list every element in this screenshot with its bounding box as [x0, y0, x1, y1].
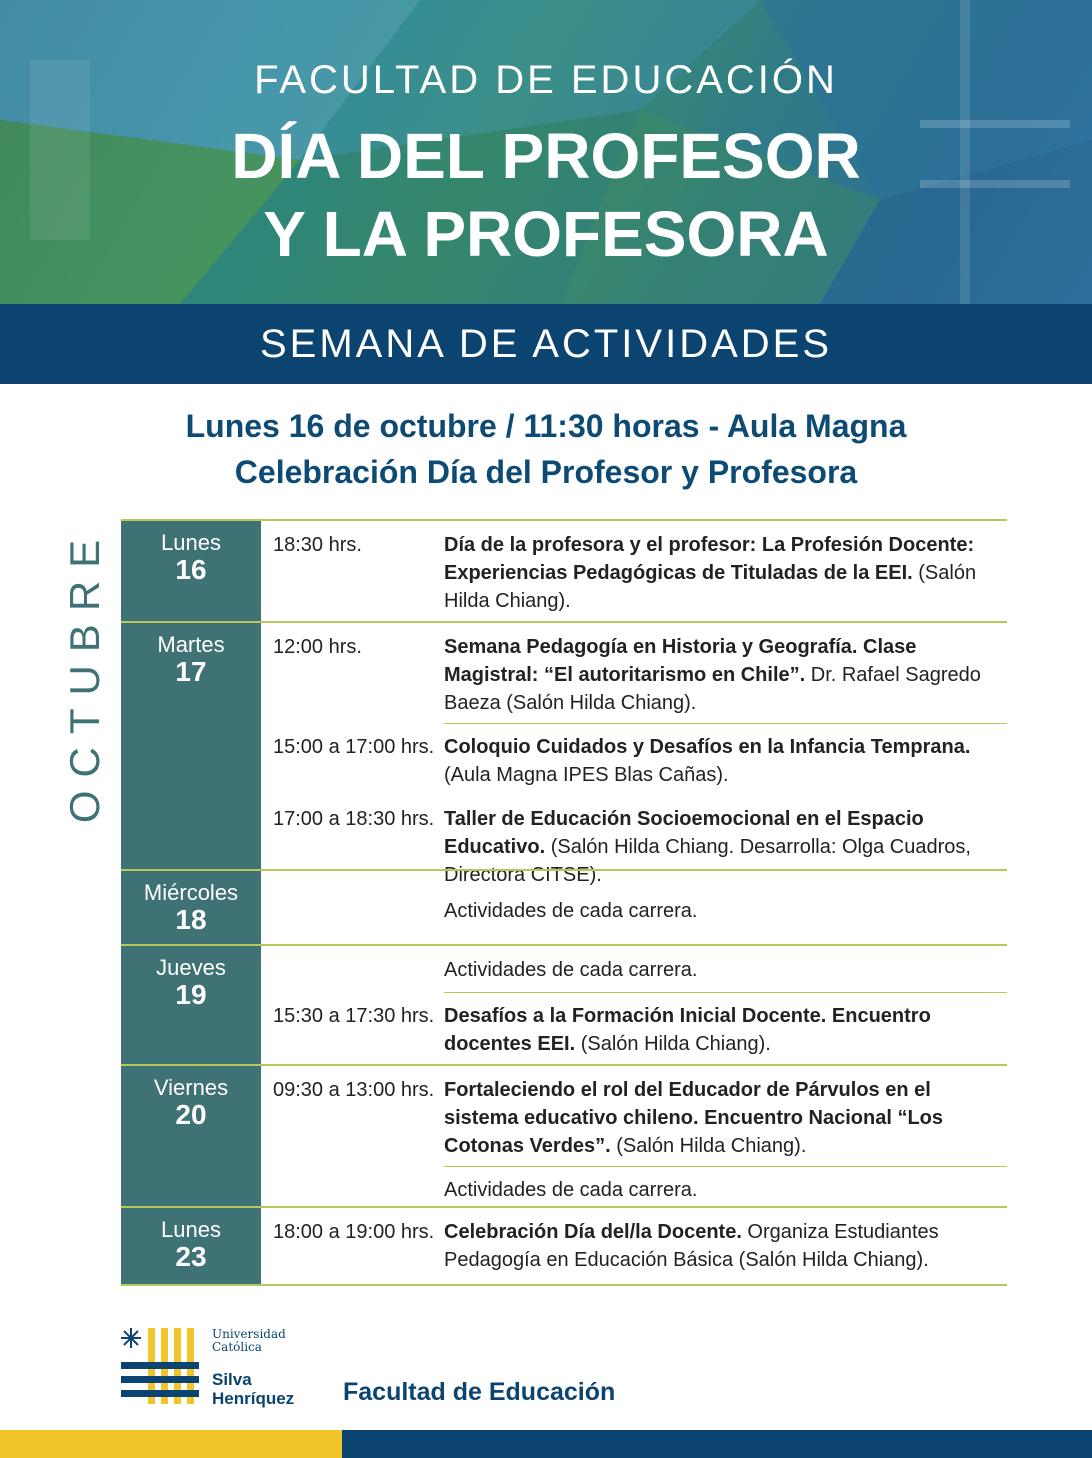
- event-details: (Salón Hilda Chiang. Desarrolla: Olga Cuadros, Directora CITSE).: [444, 836, 971, 886]
- event-row: [261, 521, 1007, 623]
- university-label-line1: Universidad: [212, 1327, 286, 1341]
- event-row: [261, 623, 1007, 723]
- day-name: Miércoles: [143, 880, 239, 905]
- event-time: 17:00 a 18:30 hrs.: [273, 808, 435, 830]
- event-title: Coloquio Cuidados y Desafíos en la Infancia Temprana.: [444, 736, 971, 758]
- event-time: 18:00 a 19:00 hrs.: [273, 1221, 435, 1243]
- event-title: Desafíos a la Formación Inicial Docente. Encuentro docentes EEI.: [444, 1005, 931, 1055]
- table-bottom-rule: [121, 1284, 1007, 1286]
- schedule-table: [121, 519, 1007, 1286]
- event-row: [261, 1166, 1007, 1208]
- footer-bar-yellow: [0, 1430, 342, 1458]
- month-label: [60, 520, 110, 830]
- day-cell: [121, 946, 261, 1064]
- event-row: [261, 887, 1007, 947]
- event-description: [444, 531, 1009, 615]
- event-details: Dr. Rafael Sagredo Baeza (Salón Hilda Chiang).: [444, 664, 981, 714]
- day-name: Viernes: [153, 1075, 229, 1100]
- day-row-lunes-16: [121, 519, 1007, 621]
- day-number: 16: [175, 554, 207, 585]
- university-logo: [121, 1326, 211, 1406]
- event-row: [261, 946, 1007, 992]
- event-description: [444, 1076, 1009, 1160]
- event-details: (Aula Magna IPES Blas Cañas).: [444, 764, 729, 786]
- day-row-jueves-19: [121, 944, 1007, 1064]
- day-cell: [121, 623, 261, 869]
- university-name: [212, 1370, 294, 1408]
- main-event-title: Celebración Día del Profesor y Profesora: [234, 454, 858, 490]
- day-row-miercoles-18: [121, 869, 1007, 944]
- event-time: 15:00 a 17:00 hrs.: [273, 736, 435, 758]
- day-cell: [121, 1066, 261, 1206]
- event-time: 18:30 hrs.: [273, 534, 362, 556]
- event-row: [261, 723, 1007, 797]
- event-details: (Salón Hilda Chiang).: [444, 562, 977, 612]
- event-description: [444, 956, 1009, 984]
- event-title: Semana Pedagogía en Historia y Geografía. Clase Magistral: “El autoritarismo en Chile”.: [444, 636, 917, 686]
- event-title: Celebración Día del/la Docente.: [444, 1221, 742, 1243]
- event-title-line2: Y LA PROFESORA: [263, 198, 829, 270]
- day-cell: [121, 871, 261, 944]
- faculty-heading: FACULTAD DE EDUCACIÓN: [254, 58, 838, 102]
- day-name: Martes: [157, 632, 225, 657]
- event-details: Actividades de cada carrera.: [444, 900, 698, 922]
- footer-faculty-name: Facultad de Educación: [343, 1378, 616, 1406]
- event-description: [444, 733, 1009, 789]
- event-row: [261, 1208, 1007, 1288]
- event-details: Actividades de cada carrera.: [444, 1179, 698, 1201]
- day-number: 23: [175, 1241, 207, 1272]
- university-name-line2: Henríquez: [212, 1389, 295, 1408]
- day-number: 19: [175, 979, 207, 1010]
- event-title-line1: DÍA DEL PROFESOR: [231, 120, 861, 192]
- event-time: 12:00 hrs.: [273, 636, 362, 658]
- event-details: Organiza Estudiantes Pedagogía en Educación Básica (Salón Hilda Chiang).: [444, 1221, 939, 1271]
- day-number: 20: [175, 1099, 207, 1130]
- university-label-line2: Católica: [212, 1340, 262, 1354]
- day-row-viernes-20: [121, 1064, 1007, 1206]
- day-cell: [121, 521, 261, 621]
- event-title: Fortaleciendo el rol del Educador de Párvulos en el sistema educativo chileno. Encuentro Nacional “Los Cotonas Verdes”.: [444, 1079, 944, 1157]
- day-name: Lunes: [161, 530, 221, 555]
- day-name: Lunes: [161, 1217, 221, 1242]
- day-number: 18: [175, 904, 207, 935]
- event-description: [444, 1176, 1009, 1204]
- event-time: 15:30 a 17:30 hrs.: [273, 1005, 435, 1027]
- event-details: (Salón Hilda Chiang).: [610, 1135, 807, 1157]
- university-name-line1: Silva: [212, 1370, 252, 1389]
- event-row: [261, 795, 1007, 886]
- day-name: Jueves: [156, 955, 226, 980]
- event-details: (Salón Hilda Chiang).: [575, 1033, 771, 1055]
- main-event-datetime: Lunes 16 de octubre / 11:30 horas - Aula Magna: [185, 408, 907, 444]
- event-description: [444, 897, 1009, 925]
- event-description: [444, 1218, 1009, 1274]
- event-title: Día de la profesora y el profesor: La Profesión Docente: Experiencias Pedagógicas de Tituladas de la EEI.: [444, 534, 975, 584]
- event-details: Actividades de cada carrera.: [444, 959, 698, 981]
- header-banner: [0, 0, 1092, 304]
- event-description: [444, 1002, 1009, 1058]
- event-time: 09:30 a 13:00 hrs.: [273, 1079, 435, 1101]
- event-description: [444, 633, 1009, 717]
- month-text: OCTUBRE: [61, 526, 109, 824]
- event-title: Taller de Educación Socioemocional en el Espacio Educativo.: [444, 808, 924, 858]
- event-row: [261, 992, 1007, 1066]
- activities-band: SEMANA DE ACTIVIDADES: [0, 304, 1092, 384]
- day-number: 17: [175, 656, 207, 687]
- day-cell: [121, 1208, 261, 1286]
- day-row-lunes-23: [121, 1206, 1007, 1286]
- event-row: [261, 1066, 1007, 1166]
- day-row-martes-17: [121, 621, 1007, 886]
- university-label: [212, 1328, 286, 1354]
- footer-bar-blue: [342, 1430, 1092, 1458]
